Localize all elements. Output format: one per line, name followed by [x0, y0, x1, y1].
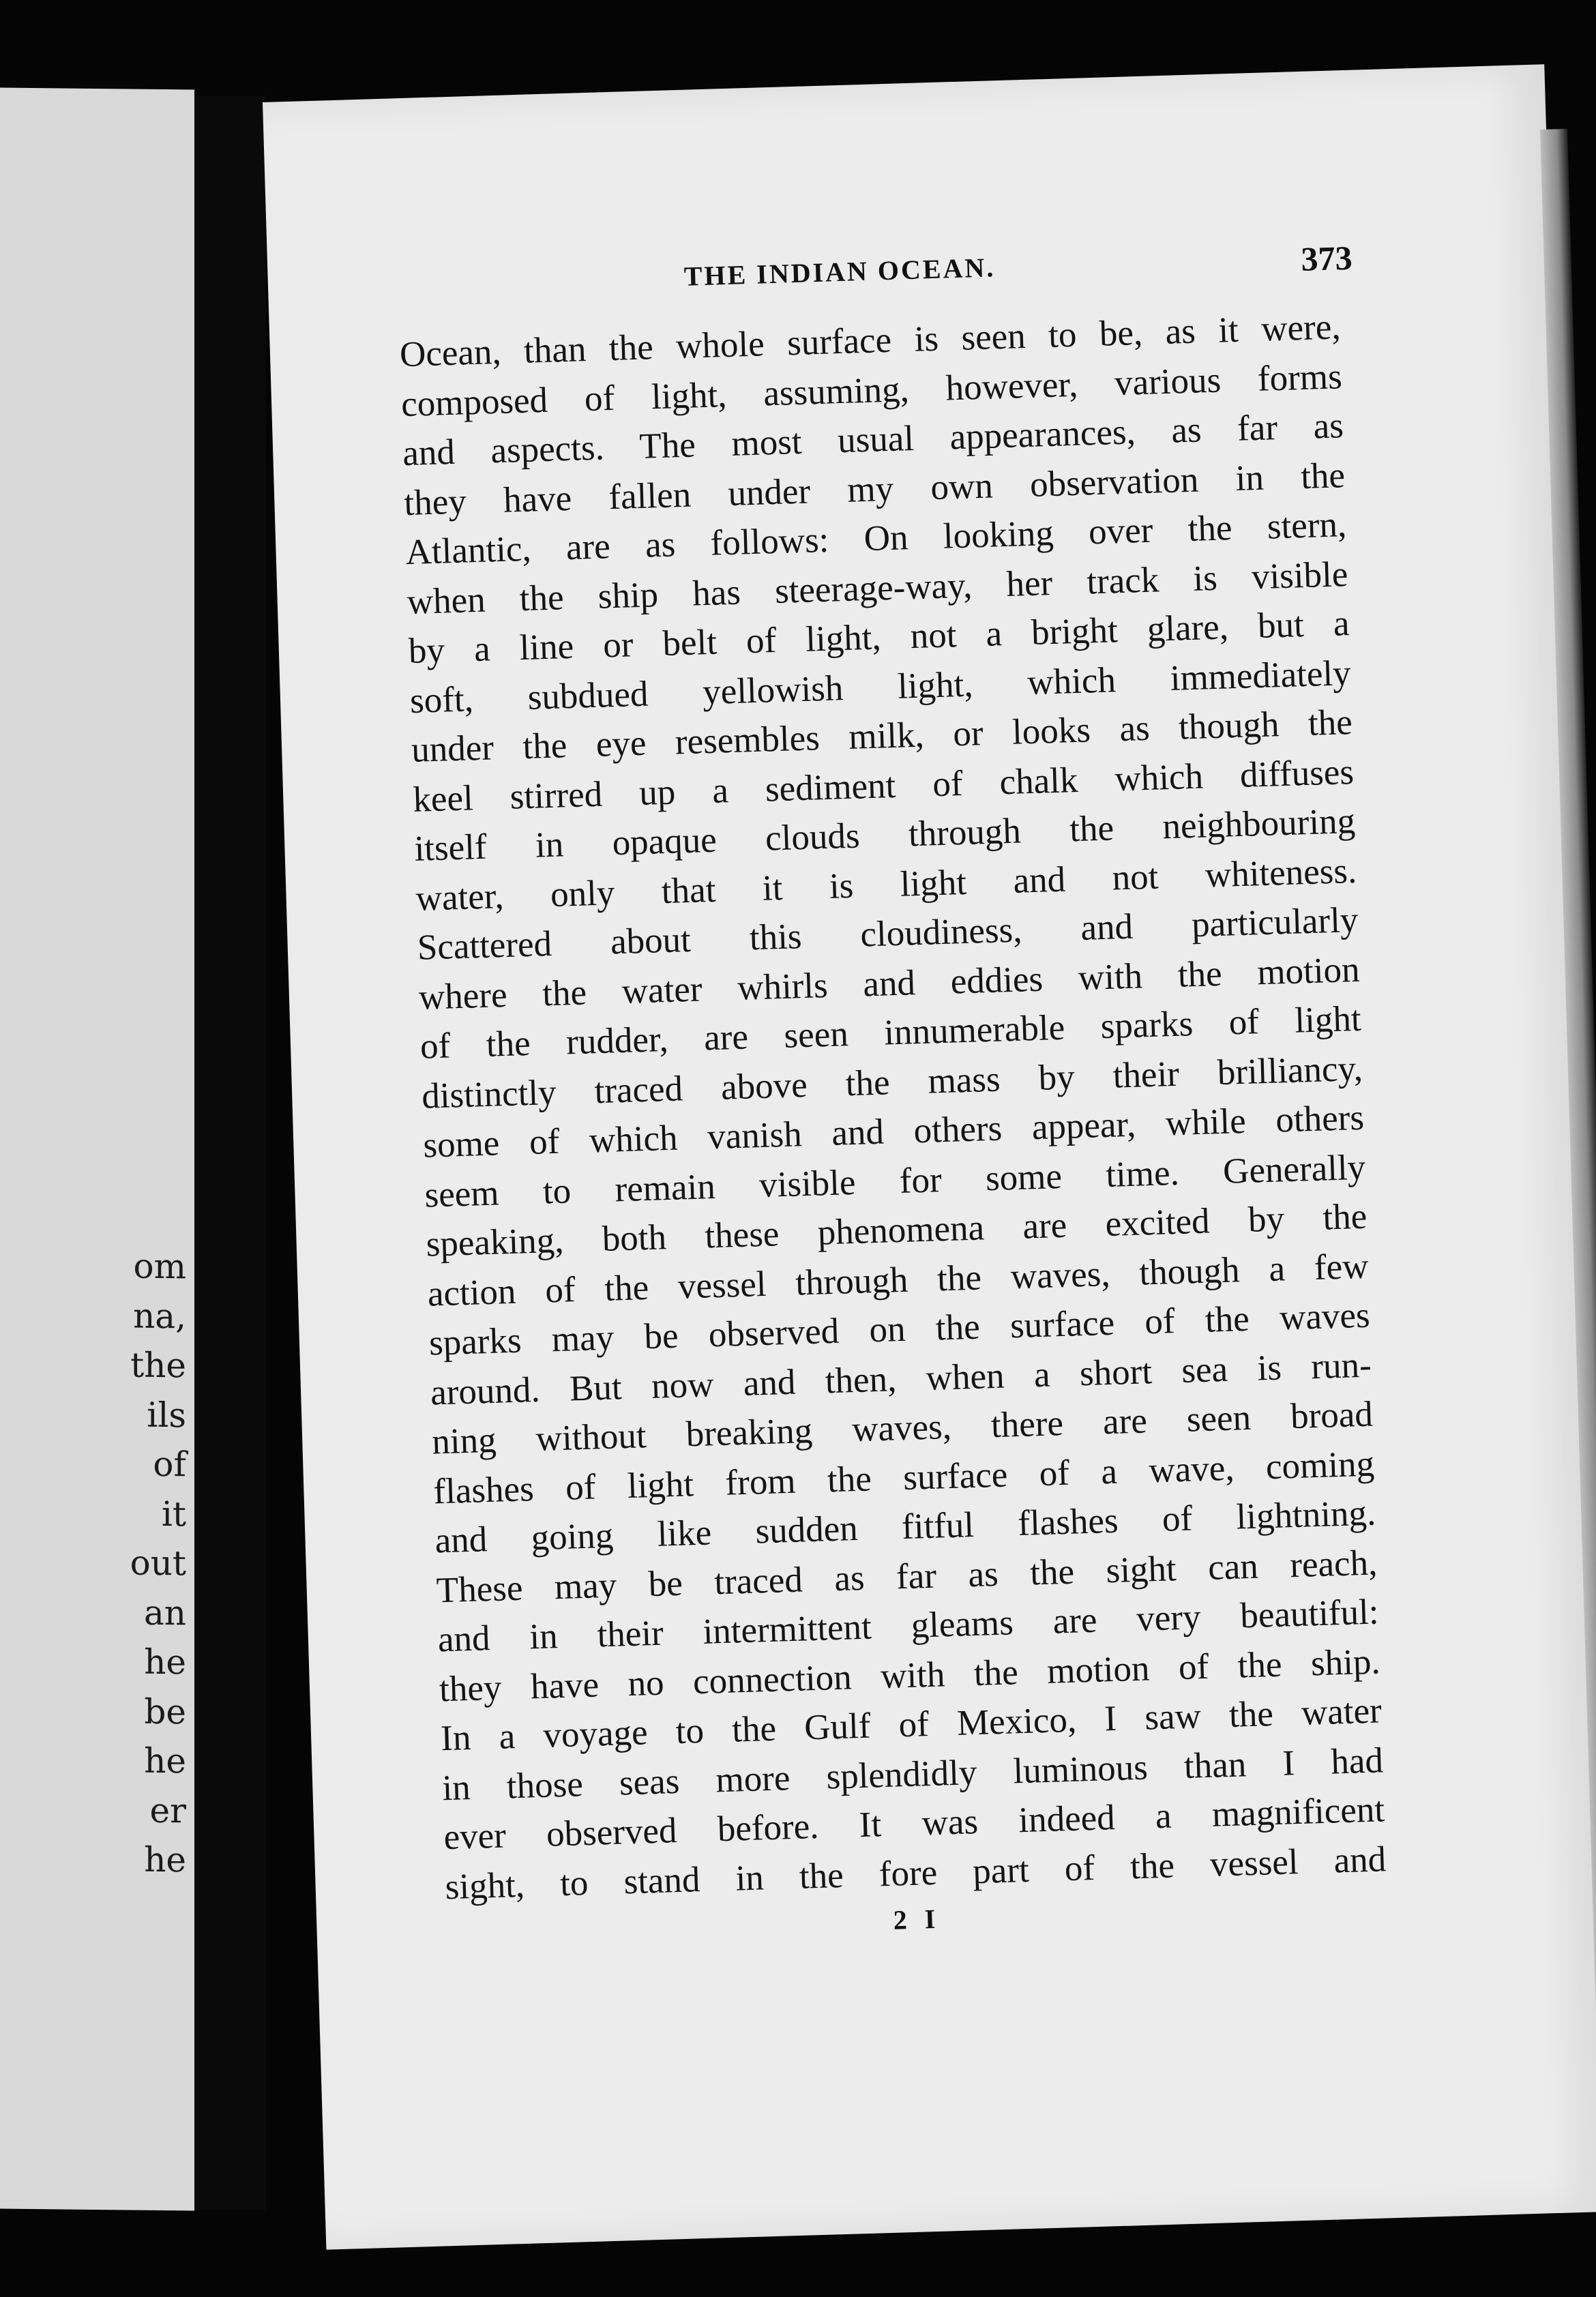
- text-line: ning without breaking waves, there are seen broad: [431, 1394, 1374, 1462]
- text-line: sight, to stand in the fore part of the vessel and: [444, 1839, 1387, 1907]
- previous-page-fragment: the: [130, 1345, 186, 1386]
- text-line: under the eye resembles milk, or looks as though the: [411, 702, 1353, 770]
- text-line: Atlantic, are as follows: On looking over the stern,: [404, 505, 1347, 573]
- text-line: These may be traced as far as the sight can reach,: [435, 1542, 1378, 1610]
- body-text: [399, 302, 1387, 1912]
- text-line: water, only that it is light and not whiteness.: [415, 850, 1357, 919]
- text-line: they have no connection with the motion of the ship.: [439, 1641, 1381, 1709]
- signature-mark: 2 I: [893, 1903, 941, 1936]
- previous-page-fragment: om: [133, 1246, 186, 1287]
- text-line: they have fallen under my own observation in the: [403, 455, 1346, 523]
- book-gutter: [194, 95, 266, 2210]
- previous-page-fragment: na,: [133, 1296, 186, 1336]
- previous-page-fragment: he: [144, 1740, 186, 1781]
- page-content: [397, 238, 1388, 1949]
- text-line: speaking, both these phenomena are excited by the: [425, 1196, 1368, 1264]
- text-line: seem to remain visible for some time. Generally: [424, 1147, 1366, 1215]
- previous-page-fragment: it: [161, 1494, 186, 1534]
- text-line: some of which vanish and others appear, while others: [422, 1097, 1365, 1166]
- previous-page-fragment: er: [149, 1790, 186, 1831]
- previous-page-text-fragments: [91, 1241, 186, 1885]
- text-line: and aspects. The most usual appearances, as far as: [402, 406, 1344, 474]
- text-line: by a line or belt of light, not a bright glare, but a: [408, 604, 1350, 671]
- text-line: flashes of light from the surface of a wave, coming: [432, 1444, 1375, 1511]
- text-line: action of the vessel through the waves, though a few: [427, 1246, 1370, 1314]
- previous-page: [0, 88, 194, 2211]
- previous-page-fragment: ils: [147, 1395, 186, 1435]
- previous-page-fragment: out: [130, 1543, 186, 1584]
- text-line: of the rudder, are seen innumerable sparks of light: [419, 998, 1362, 1067]
- text-line: distinctly traced above the mass by their brilliancy,: [421, 1048, 1363, 1116]
- text-line: in those seas more splendidly luminous than I had: [441, 1740, 1384, 1808]
- running-head: THE INDIAN OCEAN.: [683, 252, 996, 292]
- text-line: Ocean, than the whole surface is seen to be, as it were,: [399, 307, 1342, 375]
- previous-page-fragment: an: [143, 1592, 186, 1633]
- previous-page-fragment: be: [144, 1691, 186, 1732]
- text-line: keel stirred up a sediment of chalk which diffuses: [412, 752, 1355, 820]
- text-line: and going like sudden fitful flashes of lightning.: [434, 1493, 1376, 1561]
- text-line: sparks may be observed on the surface of the waves: [428, 1295, 1371, 1363]
- text-line: where the water whirls and eddies with the motion: [418, 949, 1361, 1018]
- text-line: and in their intermittent gleams are very beautiful:: [437, 1592, 1380, 1660]
- text-line: composed of light, assuming, however, various forms: [400, 356, 1343, 424]
- text-line: around. But now and then, when a short sea is run-: [430, 1345, 1372, 1413]
- text-line: In a voyage to the Gulf of Mexico, I saw the water: [440, 1691, 1383, 1759]
- text-line: ever observed before. It was indeed a magnificent: [443, 1790, 1385, 1858]
- text-line: itself in opaque clouds through the neighbouring: [413, 801, 1356, 869]
- text-line: Scattered about this cloudiness, and particularly: [417, 900, 1359, 968]
- previous-page-fragment: he: [144, 1839, 186, 1880]
- previous-page-fragment: he: [144, 1642, 186, 1683]
- current-page: [263, 64, 1596, 2249]
- previous-page-fragment: of: [153, 1444, 186, 1485]
- page-number: 373: [1300, 238, 1353, 278]
- text-line: soft, subdued yellowish light, which immediately: [409, 653, 1352, 721]
- text-line: when the ship has steerage-way, her track is visible: [406, 554, 1349, 622]
